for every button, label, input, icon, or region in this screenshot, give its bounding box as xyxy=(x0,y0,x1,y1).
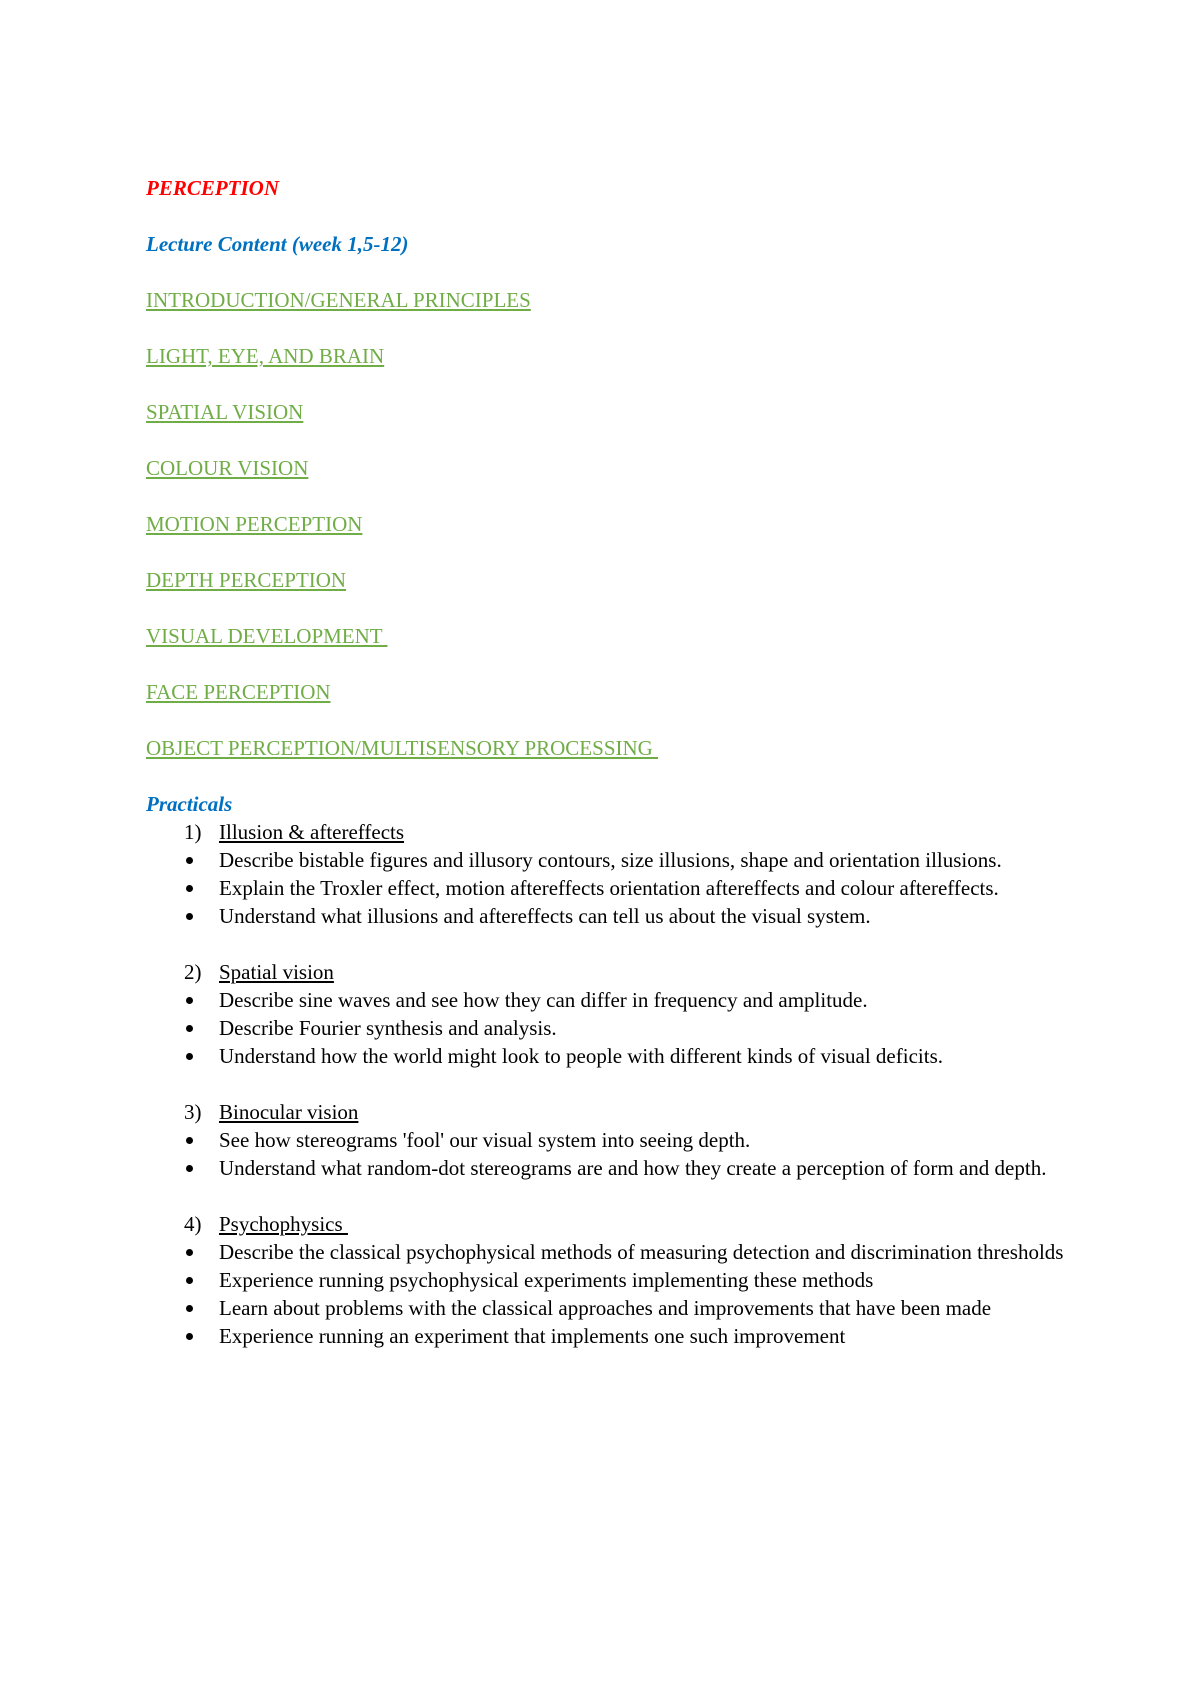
practical-section xyxy=(146,958,1076,1070)
practical-title xyxy=(146,818,1076,846)
bullet-text: Experience running psychophysical experiments implementing these methods xyxy=(219,1268,874,1292)
bullet-item xyxy=(146,1154,1076,1182)
bullet-text: Experience running an experiment that implements one such improvement xyxy=(219,1324,846,1348)
bullet-dot-icon xyxy=(186,1277,193,1284)
topic-item[interactable]: INTRODUCTION/GENERAL PRINCIPLES xyxy=(146,288,531,312)
practical-name: Illusion & aftereffects xyxy=(219,820,405,844)
bullet-item xyxy=(146,902,1076,930)
practical-number: 2) xyxy=(184,960,202,984)
bullet-item xyxy=(146,1126,1076,1154)
practical-bullet-list xyxy=(146,1126,1076,1182)
bullet-dot-icon xyxy=(186,1053,193,1060)
lecture-topic-list xyxy=(146,286,1076,762)
bullet-dot-icon xyxy=(186,1305,193,1312)
topic-item[interactable]: FACE PERCEPTION xyxy=(146,680,331,704)
bullet-text: See how stereograms 'fool' our visual system into seeing depth. xyxy=(219,1128,751,1152)
bullet-dot-icon xyxy=(186,913,193,920)
practical-title xyxy=(146,958,1076,986)
bullet-dot-icon xyxy=(186,857,193,864)
topic-item[interactable]: SPATIAL VISION xyxy=(146,400,304,424)
bullet-dot-icon xyxy=(186,1249,193,1256)
bullet-text: Explain the Troxler effect, motion aftereffects orientation aftereffects and colour aftereffects. xyxy=(219,876,999,900)
practical-name: Psychophysics xyxy=(219,1212,348,1236)
practical-number: 4) xyxy=(184,1212,202,1236)
practical-section xyxy=(146,1098,1076,1182)
document-title: PERCEPTION xyxy=(146,176,280,200)
topic-item[interactable]: DEPTH PERCEPTION xyxy=(146,568,347,592)
practical-name: Binocular vision xyxy=(219,1100,359,1124)
bullet-item xyxy=(146,1042,1076,1070)
practical-name: Spatial vision xyxy=(219,960,334,984)
bullet-item xyxy=(146,986,1076,1014)
practical-bullet-list xyxy=(146,1238,1076,1350)
practical-bullet-list xyxy=(146,986,1076,1070)
bullet-text: Describe bistable figures and illusory contours, size illusions, shape and orientation illusions. xyxy=(219,848,1002,872)
bullet-dot-icon xyxy=(186,997,193,1004)
bullet-text: Understand what random-dot stereograms are and how they create a perception of form and depth. xyxy=(219,1156,1047,1180)
practicals-heading: Practicals xyxy=(146,792,233,816)
bullet-dot-icon xyxy=(186,1025,193,1032)
bullet-dot-icon xyxy=(186,1165,193,1172)
bullet-item xyxy=(146,874,1076,902)
practical-bullet-list xyxy=(146,846,1076,930)
topic-item[interactable]: MOTION PERCEPTION xyxy=(146,512,363,536)
lecture-content-heading: Lecture Content (week 1,5-12) xyxy=(146,232,409,256)
bullet-text: Understand what illusions and aftereffects can tell us about the visual system. xyxy=(219,904,871,928)
bullet-text: Describe the classical psychophysical methods of measuring detection and discrimination thresholds xyxy=(219,1240,1064,1264)
bullet-item xyxy=(146,846,1076,874)
practical-number: 3) xyxy=(184,1100,202,1124)
practical-title xyxy=(146,1098,1076,1126)
practical-title xyxy=(146,1210,1076,1238)
bullet-dot-icon xyxy=(186,885,193,892)
bullet-text: Describe Fourier synthesis and analysis. xyxy=(219,1016,557,1040)
bullet-text: Describe sine waves and see how they can differ in frequency and amplitude. xyxy=(219,988,868,1012)
bullet-text: Learn about problems with the classical approaches and improvements that have been made xyxy=(219,1296,992,1320)
practical-section xyxy=(146,1210,1076,1350)
bullet-text: Understand how the world might look to people with different kinds of visual deficits. xyxy=(219,1044,943,1068)
document-content xyxy=(146,174,1076,1378)
bullet-dot-icon xyxy=(186,1333,193,1340)
bullet-item xyxy=(146,1322,1076,1350)
bullet-item xyxy=(146,1238,1076,1266)
practical-number: 1) xyxy=(184,820,202,844)
bullet-dot-icon xyxy=(186,1137,193,1144)
bullet-item xyxy=(146,1266,1076,1294)
practical-section xyxy=(146,818,1076,930)
topic-item[interactable]: COLOUR VISION xyxy=(146,456,309,480)
topic-item[interactable]: LIGHT, EYE, AND BRAIN xyxy=(146,344,385,368)
topic-item[interactable]: VISUAL DEVELOPMENT xyxy=(146,624,388,648)
topic-item[interactable]: OBJECT PERCEPTION/MULTISENSORY PROCESSING xyxy=(146,736,659,760)
bullet-item xyxy=(146,1294,1076,1322)
bullet-item xyxy=(146,1014,1076,1042)
